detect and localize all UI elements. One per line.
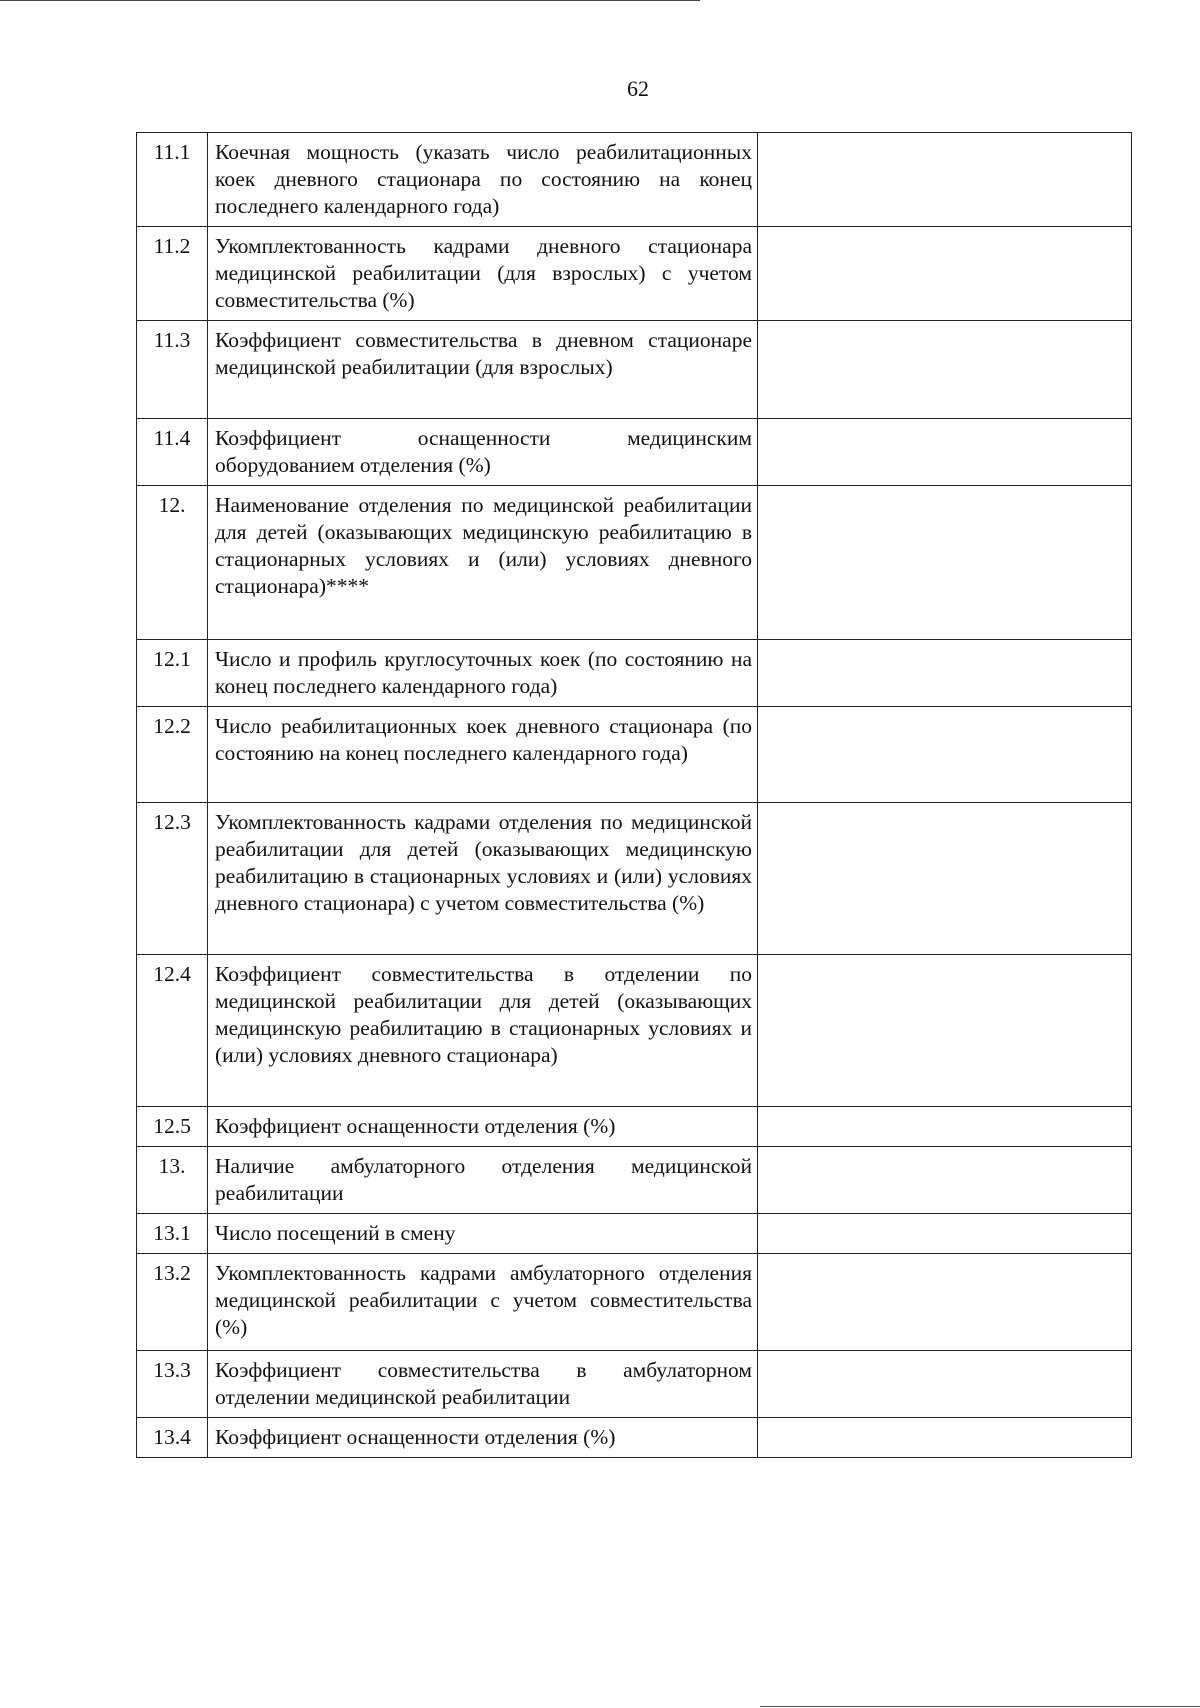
- table-row: [137, 1107, 1132, 1147]
- row-number-cell: 11.1: [137, 133, 208, 227]
- row-value-cell: [758, 803, 1132, 955]
- row-description-cell: Коэффициент совместительства в амбулаторном отделении медицинской реабилитации: [208, 1351, 758, 1418]
- table-row: [137, 707, 1132, 803]
- scan-bottom-edge-line: [760, 1706, 1200, 1707]
- table-row: [137, 227, 1132, 321]
- indicators-table-body: [137, 133, 1132, 1458]
- table-row: [137, 1254, 1132, 1351]
- row-value-cell: [758, 955, 1132, 1107]
- scan-top-edge-line: [0, 0, 700, 1]
- row-number-cell: 13.2: [137, 1254, 208, 1351]
- row-description-cell: Коэффициент оснащенности отделения (%): [208, 1418, 758, 1458]
- row-description-cell: Число реабилитационных коек дневного стационара (по состоянию на конец последнего календарного года): [208, 707, 758, 803]
- row-number-cell: 12.1: [137, 640, 208, 707]
- row-value-cell: [758, 486, 1132, 640]
- table-row: [137, 1418, 1132, 1458]
- row-value-cell: [758, 419, 1132, 486]
- table-row: [137, 419, 1132, 486]
- row-value-cell: [758, 1147, 1132, 1214]
- row-number-cell: 13.4: [137, 1418, 208, 1458]
- table-row: [137, 1351, 1132, 1418]
- table-row: [137, 1147, 1132, 1214]
- table-row: [137, 486, 1132, 640]
- row-description-cell: Число посещений в смену: [208, 1214, 758, 1254]
- row-number-cell: 12.5: [137, 1107, 208, 1147]
- row-number-cell: 12.: [137, 486, 208, 640]
- row-value-cell: [758, 1418, 1132, 1458]
- row-description-cell: Укомплектованность кадрами амбулаторного отделения медицинской реабилитации с учетом совместительства (%): [208, 1254, 758, 1351]
- row-value-cell: [758, 1214, 1132, 1254]
- row-description-cell: Коэффициент совместительства в отделении по медицинской реабилитации для детей (оказывающих медицинскую реабилитацию в стационарных условиях и (или) условиях дневного стационара): [208, 955, 758, 1107]
- indicators-table: [136, 132, 1132, 1458]
- row-number-cell: 12.3: [137, 803, 208, 955]
- table-row: [137, 955, 1132, 1107]
- row-description-cell: Наименование отделения по медицинской реабилитации для детей (оказывающих медицинскую реабилитацию в стационарных условиях и (или) условиях дневного стационара)****: [208, 486, 758, 640]
- row-number-cell: 13.3: [137, 1351, 208, 1418]
- table-row: [137, 640, 1132, 707]
- row-value-cell: [758, 227, 1132, 321]
- row-value-cell: [758, 321, 1132, 419]
- row-value-cell: [758, 640, 1132, 707]
- row-number-cell: 11.2: [137, 227, 208, 321]
- row-value-cell: [758, 1254, 1132, 1351]
- row-description-cell: Коэффициент оснащенности медицинским оборудованием отделения (%): [208, 419, 758, 486]
- row-description-cell: Укомплектованность кадрами отделения по медицинской реабилитации для детей (оказывающих медицинскую реабилитацию в стационарных условиях и (или) условиях дневного стационара) с учетом совместительства (%): [208, 803, 758, 955]
- table-row: [137, 133, 1132, 227]
- row-description-cell: Коэффициент совместительства в дневном стационаре медицинской реабилитации (для взрослых): [208, 321, 758, 419]
- row-number-cell: 12.2: [137, 707, 208, 803]
- table-row: [137, 803, 1132, 955]
- row-value-cell: [758, 707, 1132, 803]
- row-description-cell: Укомплектованность кадрами дневного стационара медицинской реабилитации (для взрослых) с учетом совместительства (%): [208, 227, 758, 321]
- table-row: [137, 1214, 1132, 1254]
- row-number-cell: 11.4: [137, 419, 208, 486]
- row-number-cell: 13.: [137, 1147, 208, 1214]
- row-number-cell: 11.3: [137, 321, 208, 419]
- row-value-cell: [758, 133, 1132, 227]
- table-row: [137, 321, 1132, 419]
- page-number: 62: [627, 76, 649, 101]
- row-number-cell: 12.4: [137, 955, 208, 1107]
- row-description-cell: Число и профиль круглосуточных коек (по состоянию на конец последнего календарного года): [208, 640, 758, 707]
- row-value-cell: [758, 1351, 1132, 1418]
- row-description-cell: Коечная мощность (указать число реабилитационных коек дневного стационара по состоянию на конец последнего календарного года): [208, 133, 758, 227]
- row-value-cell: [758, 1107, 1132, 1147]
- row-description-cell: Коэффициент оснащенности отделения (%): [208, 1107, 758, 1147]
- row-description-cell: Наличие амбулаторного отделения медицинской реабилитации: [208, 1147, 758, 1214]
- row-number-cell: 13.1: [137, 1214, 208, 1254]
